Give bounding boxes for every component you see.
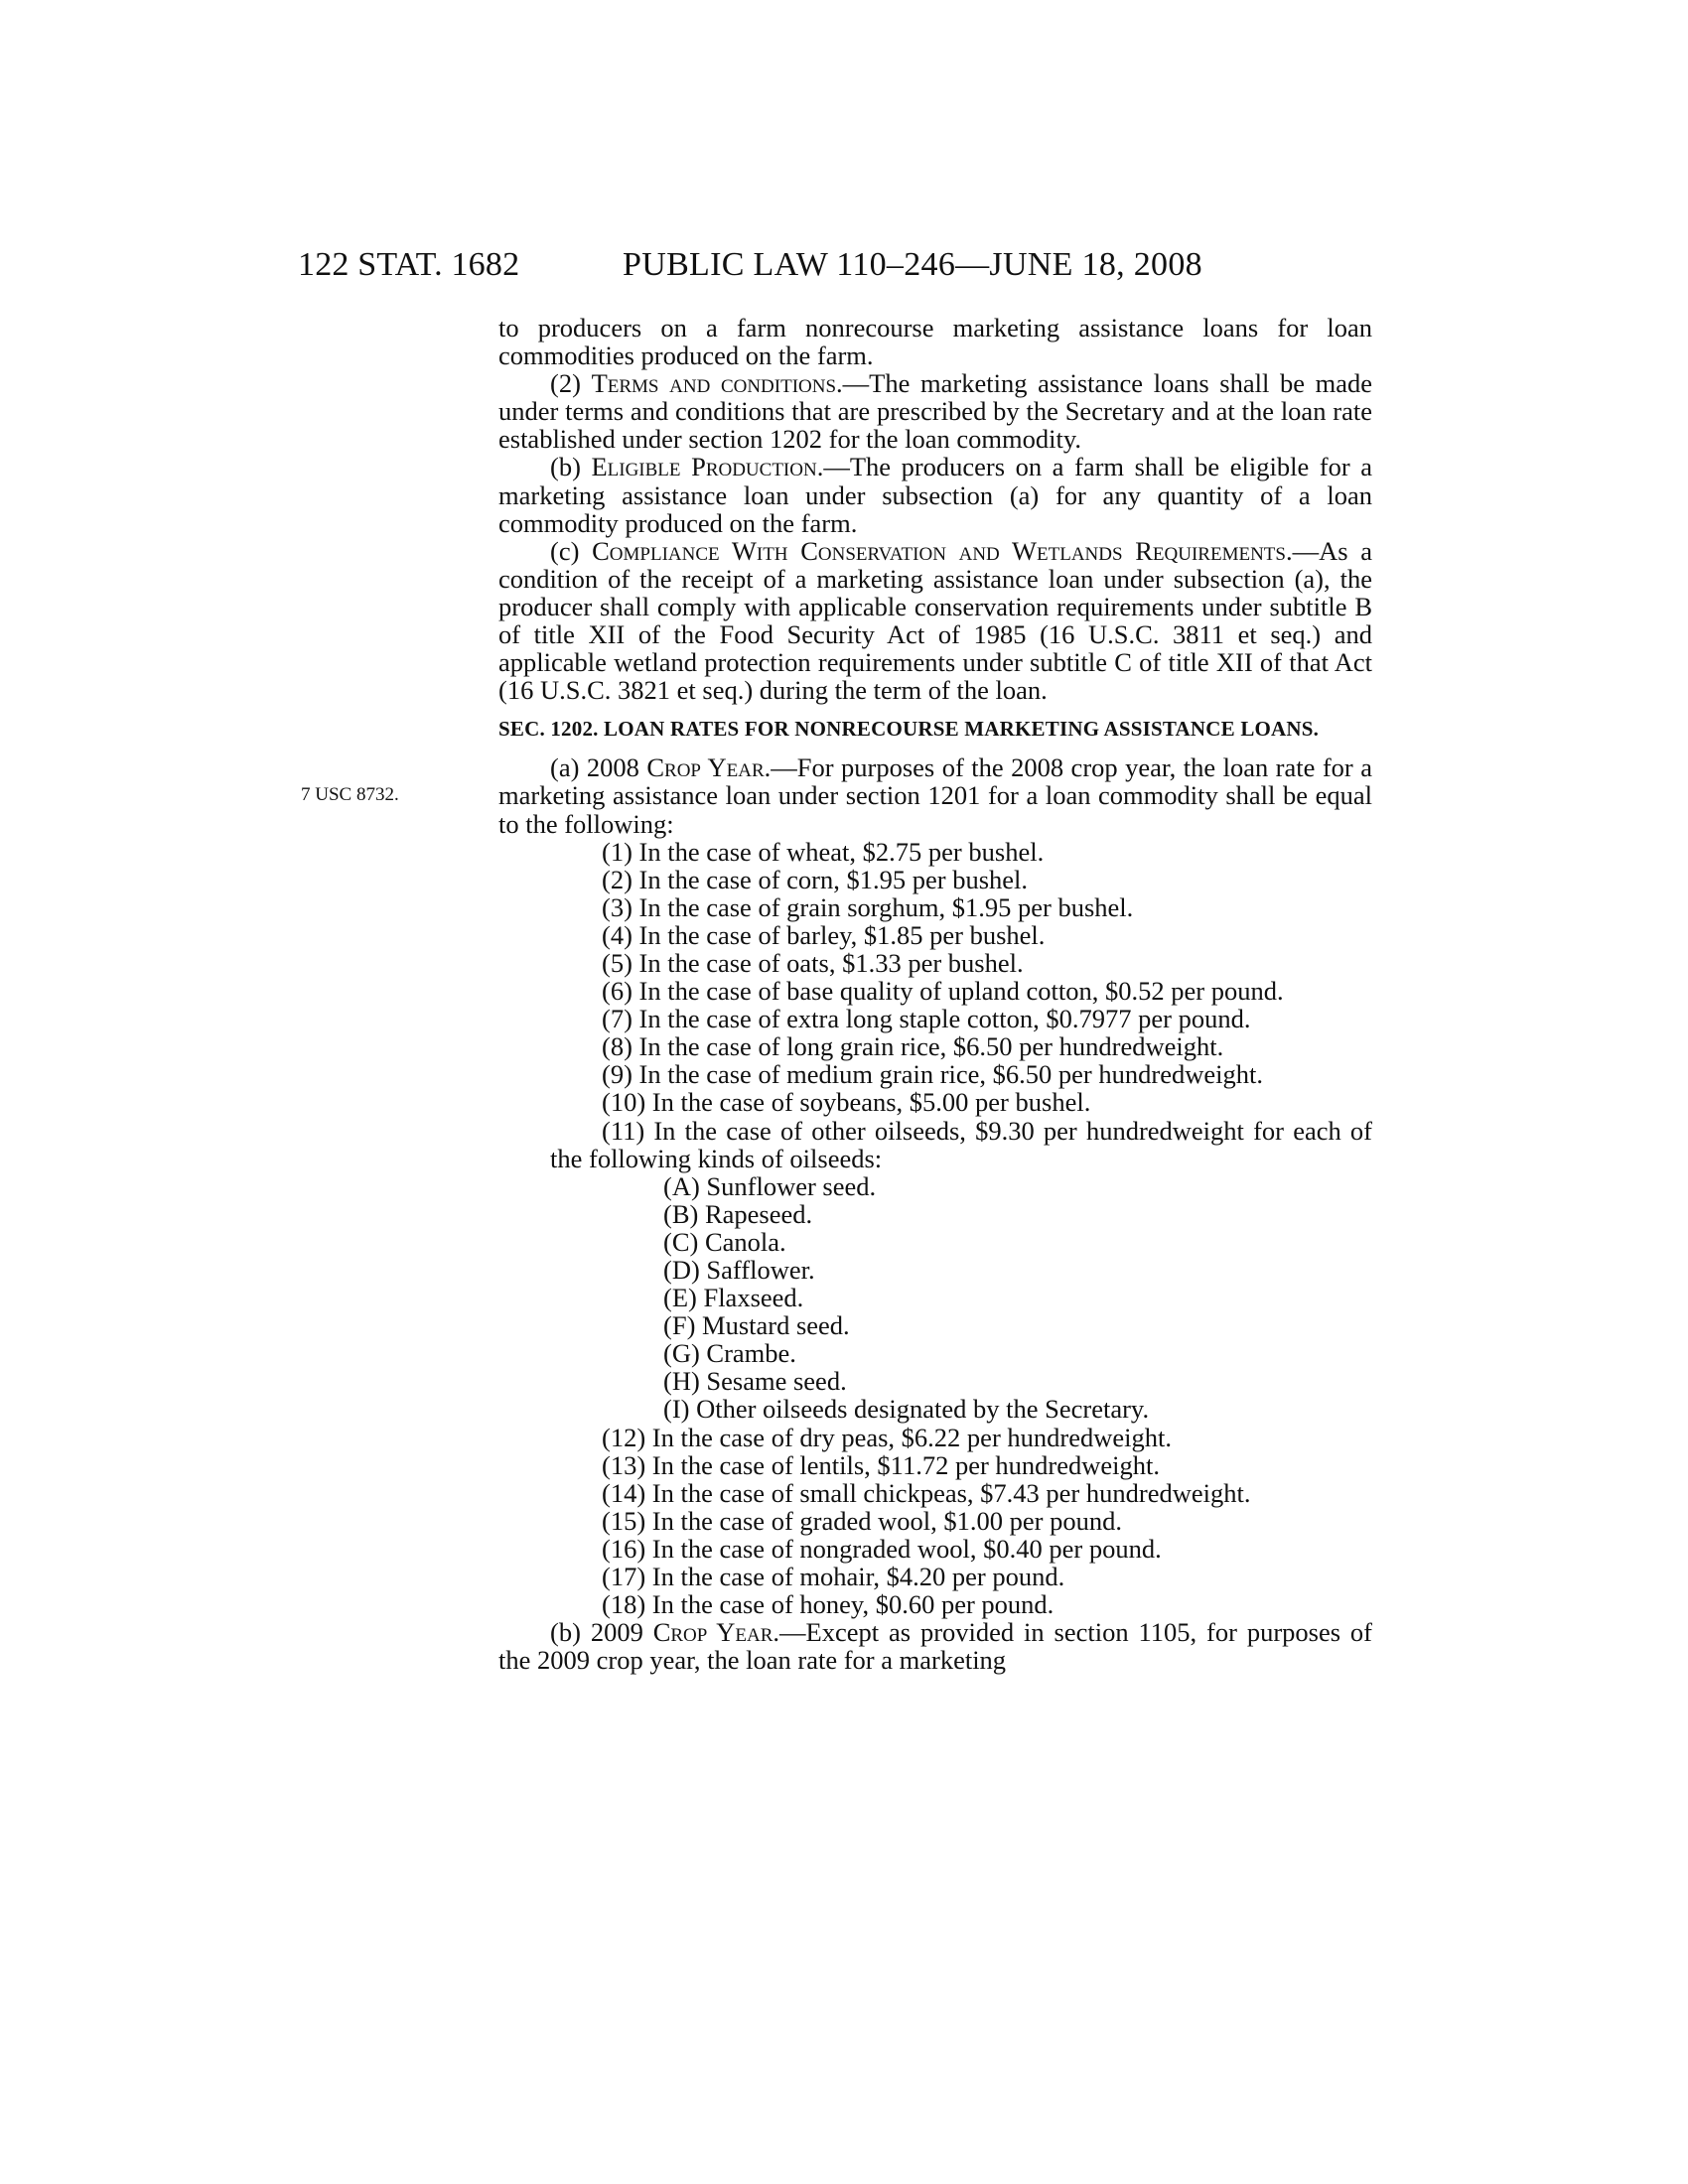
paragraph-2-text: The marketing assistance loans shall be made under terms and conditions that are prescribed by the Secretary and at the loan rate established under section 1202 for the loan commodity. <box>498 368 1373 455</box>
rate-item: (4) In the case of barley, $1.85 per bushel. <box>602 919 1046 950</box>
rate-item: (8) In the case of long grain rice, $6.50 per hundredweight. <box>602 1031 1224 1062</box>
oilseed-item: (H) Sesame seed. <box>663 1366 847 1397</box>
subsection-b-eligible: (b) Eligible Production.—The producers on a farm shall be eligible for a marketing assistance loan under subsection (a) for any quantity of a loan commodity produced on the farm. <box>498 452 1372 538</box>
oilseed-item: (C) Canola. <box>663 1226 786 1257</box>
subsection-c-heading: Compliance With Conservation and Wetlands Requirements <box>592 535 1286 566</box>
document-body <box>498 314 1372 1674</box>
subsection-c-compliance: (c) Compliance With Conservation and Wetlands Requirements.—As a condition of the receipt of a marketing assistance loan under subsection (a), the producer shall comply with applicable conservation requirements under subtitle B of title XII of the Food Security Act of 1985 (16 U.S.C. 3811 et seq.) and applicable wetland protection requirements under subtitle C of title XII of that Act (16 U.S.C. 3821 et seq.) during the term of the loan. <box>498 535 1373 706</box>
oilseed-item: (G) Crambe. <box>663 1338 796 1369</box>
rate-item: (6) In the case of base quality of upland cotton, $0.52 per pound. <box>602 976 1284 1007</box>
paragraph-2: (2) Terms and conditions.—The marketing assistance loans shall be made under terms and conditions that are prescribed by the Secretary and at the loan rate established under section 1202 for the loan commodity. <box>498 368 1373 455</box>
subsection-b2009-text: Except as provided in section 1105, for purposes of the 2009 crop year, the loan rate for a marketing <box>498 1617 1373 1676</box>
subsection-b-2009: (b) 2009 Crop Year.—Except as provided in section 1105, for purposes of the 2009 crop year, the loan rate for a marketing <box>498 1617 1373 1676</box>
rate-item: (3) In the case of grain sorghum, $1.95 per bushel. <box>602 891 1134 922</box>
paragraph-2-number: (2) <box>550 368 581 399</box>
rate-item: (18) In the case of honey, $0.60 per pound. <box>602 1589 1055 1620</box>
rate-item: (16) In the case of nongraded wool, $0.40 per pound. <box>602 1533 1162 1564</box>
subsection-b2009-number: (b) <box>550 1617 581 1648</box>
rate-item: (5) In the case of oats, $1.33 per bushel. <box>602 947 1024 978</box>
subsection-a-2008: (a) 2008 Crop Year.—For purposes of the 2008 crop year, the loan rate for a marketing assistance loan under section 1201 for a loan commodity shall be equal to the following: <box>498 752 1372 839</box>
rate-item: (9) In the case of medium grain rice, $6.50 per hundredweight. <box>602 1059 1263 1090</box>
subsection-b-heading: Eligible Production <box>591 452 817 482</box>
rate-item: (1) In the case of wheat, $2.75 per bushel. <box>602 836 1045 867</box>
page-header <box>0 246 1688 296</box>
subsection-b-number: (b) <box>550 452 581 482</box>
subsection-c-number: (c) <box>550 535 580 566</box>
rate-item: (17) In the case of mohair, $4.20 per pound. <box>602 1562 1065 1592</box>
oilseed-item: (F) Mustard seed. <box>663 1310 850 1341</box>
subsection-a-number: (a) <box>550 752 580 783</box>
paragraph-2-heading: Terms and conditions <box>591 368 837 399</box>
rate-item: (12) In the case of dry peas, $6.22 per hundredweight. <box>602 1422 1172 1452</box>
running-head-title: PUBLIC LAW 110–246—JUNE 18, 2008 <box>623 246 1202 283</box>
rate-item: (14) In the case of small chickpeas, $7.43 per hundredweight. <box>602 1477 1251 1508</box>
section-heading: SEC. 1202. LOAN RATES FOR NONRECOURSE MARKETING ASSISTANCE LOANS. <box>498 717 1320 742</box>
oilseed-item: (A) Sunflower seed. <box>663 1170 877 1201</box>
subsection-b2009-heading: 2009 Crop Year <box>590 1617 774 1648</box>
statute-page-number: 122 STAT. 1682 <box>298 246 520 283</box>
oilseed-item: (I) Other oilseeds designated by the Secretary. <box>663 1394 1150 1425</box>
rate-item: (2) In the case of corn, $1.95 per bushel. <box>602 864 1029 894</box>
rate-item: (7) In the case of extra long staple cotton, $0.7977 per pound. <box>602 1004 1251 1034</box>
subsection-b-text: The producers on a farm shall be eligible for a marketing assistance loan under subsection (a) for any quantity of a loan commodity produced on the farm. <box>498 452 1372 538</box>
rate-item: (13) In the case of lentils, $11.72 per hundredweight. <box>602 1449 1160 1480</box>
marginal-citation: 7 USC 8732. <box>301 784 399 805</box>
oilseed-item: (B) Rapeseed. <box>663 1198 813 1229</box>
subsection-a-heading: 2008 Crop Year <box>586 752 765 783</box>
rate-item: (10) In the case of soybeans, $5.00 per bushel. <box>602 1087 1091 1118</box>
rate-item: (15) In the case of graded wool, $1.00 per pound. <box>602 1505 1122 1536</box>
oilseed-item: (E) Flaxseed. <box>663 1283 804 1313</box>
rate-item-oilseeds: (11) In the case of other oilseeds, $9.30 per hundredweight for each of the following kinds of oilseeds: <box>550 1115 1372 1173</box>
subsection-a-text: For purposes of the 2008 crop year, the loan rate for a marketing assistance loan under section 1201 for a loan commodity shall be equal to the following: <box>498 752 1372 839</box>
oilseed-item: (D) Safflower. <box>663 1255 815 1285</box>
paragraph-a-continuation: to producers on a farm nonrecourse marketing assistance loans for loan commodities produced on the farm. <box>498 313 1372 371</box>
subsection-c-text: As a condition of the receipt of a marketing assistance loan under subsection (a), the producer shall comply with applicable conservation requirements under subtitle B of title XII of the Food Security Act of 1985 (16 U.S.C. 3811 et seq.) and applicable wetland protection requirements under subtitle C of title XII of that Act (16 U.S.C. 3821 et seq.) during the term of the loan. <box>498 535 1373 706</box>
